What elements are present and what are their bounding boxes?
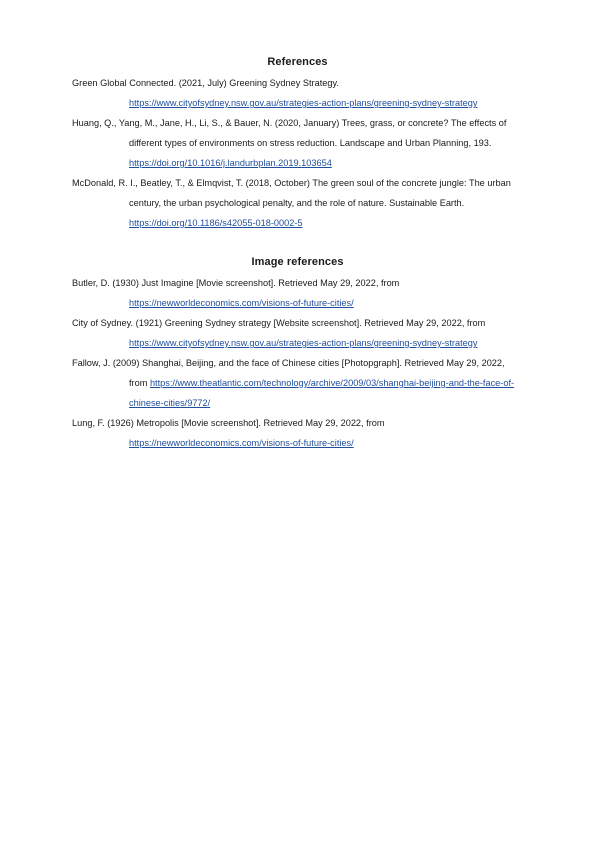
reference-entry	[72, 113, 524, 173]
image-reference-text: Fallow, J. (2009) Shanghai, Beijing, and the face of Chinese cities [Photopgraph]. Retrieved May 29, 2022, from	[72, 358, 505, 388]
reference-link[interactable]: https://www.cityofsydney.nsw.gov.au/strategies-action-plans/greening-sydney-strategy	[129, 98, 478, 108]
image-reference-entry	[72, 413, 524, 453]
image-reference-link[interactable]: https://newworldeconomics.com/visions-of-future-cities/	[129, 438, 354, 448]
image-reference-link[interactable]: https://www.theatlantic.com/technology/archive/2009/03/shanghai-beijing-and-the-face-of-chinese-cities/9772/	[129, 378, 515, 408]
references-list	[72, 73, 524, 233]
image-references-heading: Image references	[251, 256, 344, 268]
image-reference-link[interactable]: https://newworldeconomics.com/visions-of-future-cities/	[129, 298, 354, 308]
reference-text: McDonald, R. I., Beatley, T., & Elmqvist, T. (2018, October) The green soul of the concrete jungle: The urban century, the urban psychological penalty, and the role of nature. Sustainable Earth.	[72, 178, 511, 208]
image-reference-entry	[72, 353, 524, 413]
image-reference-text: Butler, D. (1930) Just Imagine [Movie screenshot]. Retrieved May 29, 2022, from	[72, 278, 400, 288]
image-reference-entry	[72, 273, 524, 313]
image-reference-text: Lung, F. (1926) Metropolis [Movie screenshot]. Retrieved May 29, 2022, from	[72, 418, 385, 428]
image-references-list	[72, 273, 524, 453]
image-reference-link[interactable]: https://www.cityofsydney.nsw.gov.au/strategies-action-plans/greening-sydney-strategy	[129, 338, 478, 348]
reference-entry	[72, 73, 524, 113]
references-heading: References	[267, 56, 328, 68]
reference-link[interactable]: https://doi.org/10.1016/j.landurbplan.2019.103654	[129, 158, 332, 168]
image-reference-entry	[72, 313, 524, 353]
reference-entry	[72, 173, 524, 233]
reference-text: Huang, Q., Yang, M., Jane, H., Li, S., & Bauer, N. (2020, January) Trees, grass, or concrete? The effects of different types of environments on stress reduction. Landscape and Urban Planning, 193.	[72, 118, 507, 148]
reference-link[interactable]: https://doi.org/10.1186/s42055-018-0002-5	[129, 218, 303, 228]
image-reference-text: City of Sydney. (1921) Greening Sydney strategy [Website screenshot]. Retrieved May 29, 2022, from	[72, 318, 486, 328]
reference-text: Green Global Connected. (2021, July) Greening Sydney Strategy.	[72, 78, 339, 88]
